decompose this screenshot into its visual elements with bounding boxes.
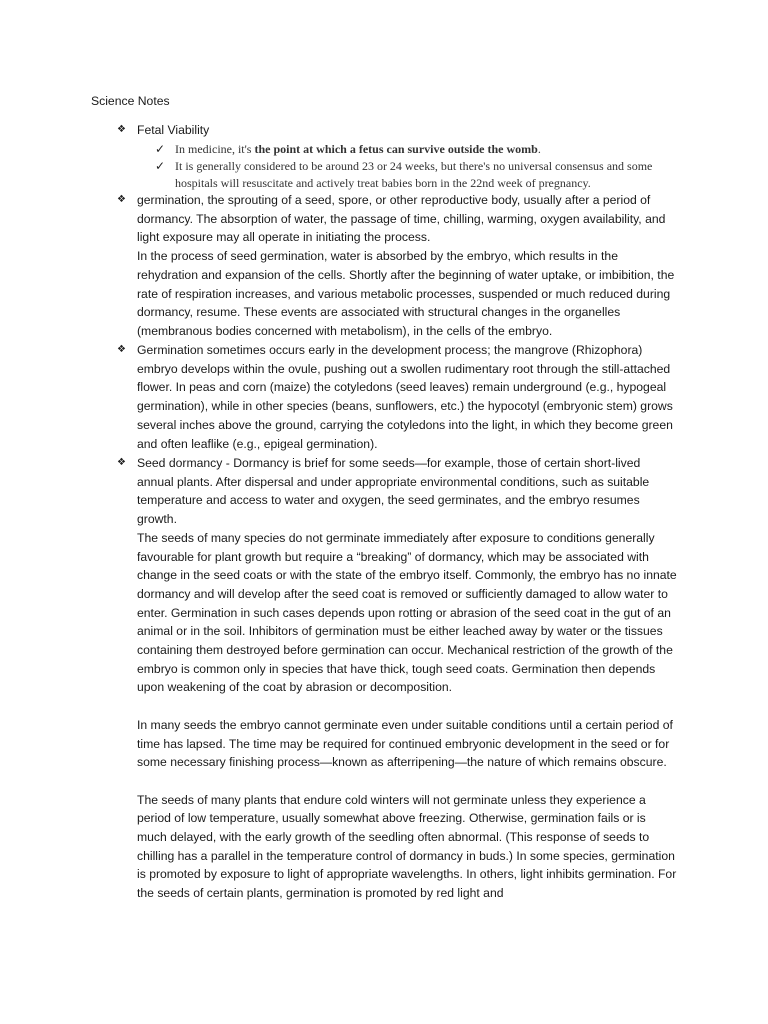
- fetal-viability-item: [117, 121, 677, 140]
- diamond-bullet-icon: ❖: [117, 344, 126, 355]
- diamond-bullet-icon: ❖: [117, 124, 126, 135]
- fetal-viability-point-1: [155, 141, 685, 158]
- point-1-bold: the point at which a fetus can survive outside the womb: [254, 142, 538, 156]
- germination-paragraph-1: germination, the sprouting of a seed, spore, or other reproductive body, usually after a period of dormancy. The absorption of water, the passage of time, chilling, warming, oxygen availability, and light exposure may all operate in initiating the process.: [137, 193, 666, 245]
- dormancy-paragraph-4: The seeds of many plants that endure cold winters will not germinate unless they experience a period of low temperature, usually somewhat above freezing. Otherwise, germination fails or is much delayed, with the early growth of the seedling often abnormal. (This response of seeds to chilling has a parallel in the temperature control of dormancy in buds.) In some species, germination is promoted by exposure to light of appropriate wavelengths. In others, light inhibits germination. For the seeds of certain plants, germination is promoted by red light and: [137, 792, 677, 901]
- page-title: Science Notes: [91, 94, 170, 108]
- early-germination-paragraph: Germination sometimes occurs early in the development process; the mangrove (Rhizophora) embryo develops within the ovule, pushing out a swollen rudimentary root through the still-attached flower. In peas and corn (maize) the cotyledons (seed leaves) remain underground (e.g., hypogeal germination), while in other species (beans, sunflowers, etc.) the hypocotyl (embryonic stem) grows several inches above the ground, carrying the cotyledons into the light, in which they become green and often leaflike (e.g., epigeal germination).: [137, 343, 673, 451]
- early-germination-item: [117, 341, 677, 453]
- diamond-bullet-icon: ❖: [117, 457, 126, 468]
- point-2-text: It is generally considered to be around 23 or 24 weeks, but there's no universal consensus and some hospitals will resuscitate and actively treat babies born in the 22nd week of pregnancy.: [175, 159, 653, 190]
- fetal-viability-heading: Fetal Viability: [137, 123, 210, 137]
- seed-dormancy-item: [117, 454, 677, 903]
- dormancy-paragraph-3: In many seeds the embryo cannot germinate even under suitable conditions until a certain period of time has lapsed. The time may be required for continued embryonic development in the seed or for some necessary finishing process—known as afterripening—the nature of which remains obscure.: [137, 717, 673, 770]
- fetal-viability-point-2: [155, 158, 685, 192]
- germination-paragraph-2: In the process of seed germination, water is absorbed by the embryo, which results in the rehydration and expansion of the cells. Shortly after the beginning of water uptake, or imbibition, the rate of respiration increases, and various metabolic processes, suspended or much reduced during dormancy, resume. These events are associated with structural changes in the organelles (membranous bodies concerned with metabolism), in the cells of the embryo.: [137, 249, 675, 338]
- checkmark-icon: ✓: [155, 159, 166, 173]
- diamond-bullet-icon: ❖: [117, 194, 126, 205]
- point-1-post: .: [537, 142, 541, 156]
- dormancy-paragraph-2: The seeds of many species do not germinate immediately after exposure to conditions generally favourable for plant growth but require a “breaking” of dormancy, which may be associated with change in the seed coats or with the state of the embryo itself. Commonly, the embryo has no innate dormancy and will develop after the seed coat is removed or sufficiently damaged to allow water to enter. Germination in such cases depends upon rotting or abrasion of the seed coat in the gut of an animal or in the soil. Inhibitors of germination must be either leached away by water or the tissues containing them destroyed before germination can occur. Mechanical restriction of the growth of the embryo is common only in species that have thick, tough seed coats. Germination then depends upon weakening of the coat by abrasion or decomposition.: [137, 530, 677, 695]
- point-1-pre: In medicine, it's: [175, 142, 255, 156]
- germination-item: [117, 191, 677, 341]
- dormancy-paragraph-1: Seed dormancy - Dormancy is brief for some seeds—for example, those of certain short-lived annual plants. After dispersal and under appropriate environmental conditions, such as suitable temperature and access to water and oxygen, the seed germinates, and the embryo resumes growth.: [137, 456, 650, 527]
- checkmark-icon: ✓: [155, 142, 166, 156]
